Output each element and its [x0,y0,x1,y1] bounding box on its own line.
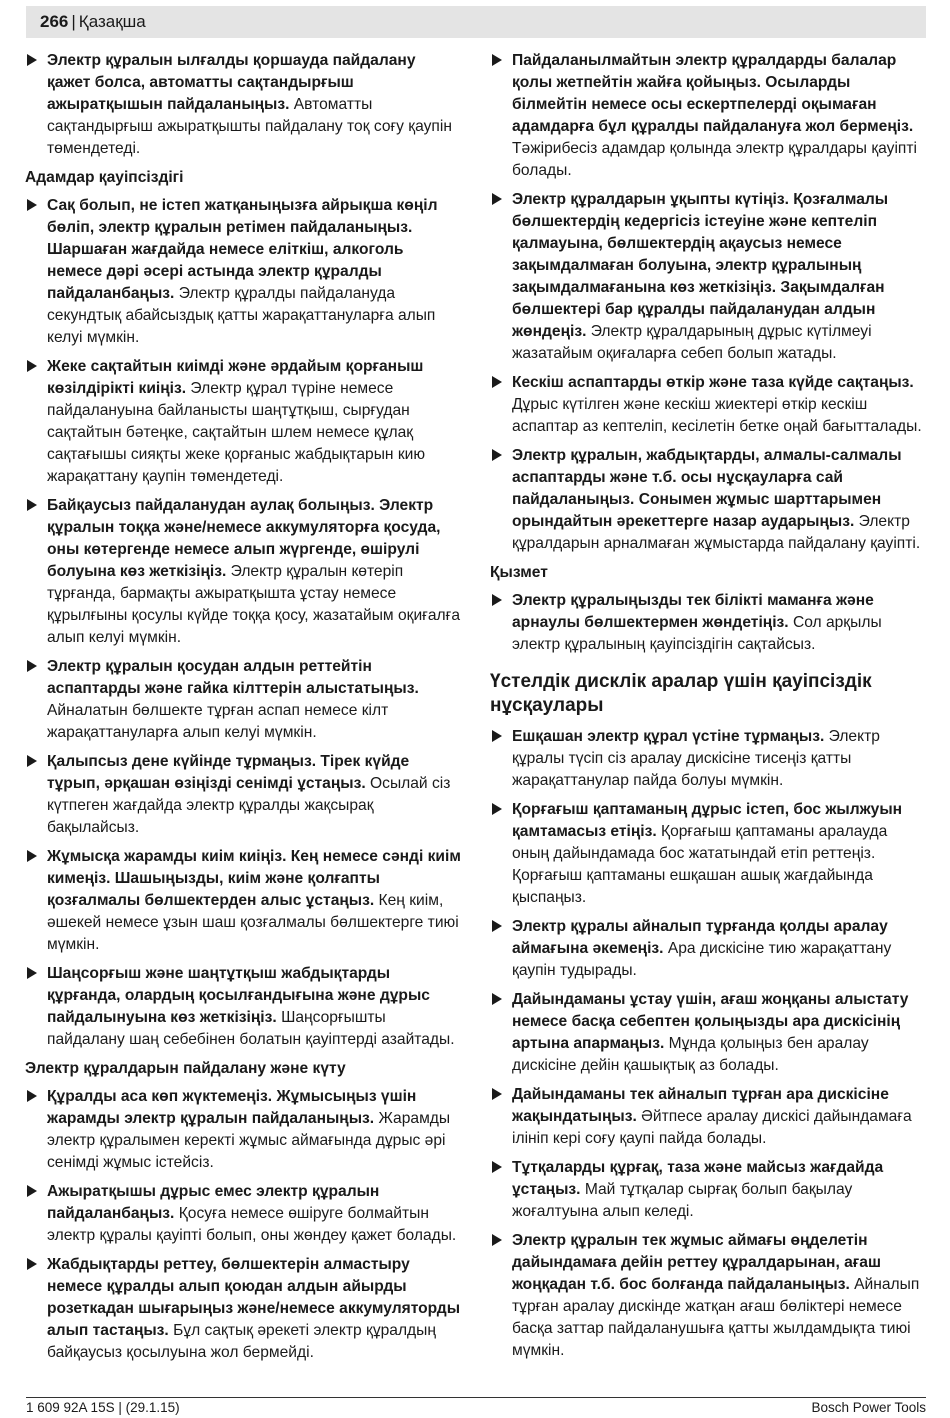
bullet-bold-text: Тұтқаларды құрғақ, таза және майсыз жағдайда ұстаңыз. [512,1159,884,1198]
bullet-body-text: Электр құралды пайдалануда секундтық абайсыздық қатты жарақаттануларға алып келуі мүмкін. [47,285,436,346]
bullet-triangle-icon [27,1258,37,1270]
bullet-item [490,445,927,555]
bullet-body-text: Дұрыс күтілген және кескіш жиектері өткір кескіш аспаптар аз кептеліп, кесілетін бетке оңай бағытталады. [512,396,922,435]
bullet-item [25,1086,462,1174]
bullet-body-text: Кең киім, әшекей немесе ұзын шаш қозғалмалы бөлшектерге тиюі мүмкін. [47,892,459,953]
bullet-item [25,356,462,488]
bullet-item [25,495,462,649]
bullet-triangle-icon [492,376,502,388]
bullet-triangle-icon [27,660,37,672]
bullet-triangle-icon [27,54,37,66]
page-number: 266 [40,12,69,31]
bullet-body-text: Осылай сіз күтпеген жағдайда электр құралды жақсырақ бақылайсыз. [47,775,451,836]
bullet-bold-text: Жеке сақтайтын киімді және әрдайым қорғаныш көзілдірікті киіңіз. [47,358,424,397]
bullet-bold-text: Қорғағыш қаптаманың дұрыс істеп, бос жылжуын қамтамасыз етіңіз. [512,801,903,840]
bullet-body-text: Айналатын бөлшекте тұрған аспап немесе кілт жарақаттануларға алып келуі мүмкін. [47,702,389,741]
left-items-b [25,195,462,1051]
bullet-item [490,189,927,365]
bullet-item [490,372,927,438]
right-items-a [490,50,927,555]
bullet-triangle-icon [492,54,502,66]
bullet-triangle-icon [492,594,502,606]
bullet-triangle-icon [27,755,37,767]
bullet-item [490,916,927,982]
bullet-triangle-icon [492,803,502,815]
subhead-service: Қызмет [490,564,548,581]
right-items-c [490,726,927,1362]
section-title-table-saw-safety: Үстелдік дисклік аралар үшін қауіпсіздік нұсқаулары [490,671,872,716]
bullet-bold-text: Байқаусыз пайдаланудан аулақ болыңыз. Электр құралын тоққа және/немесе аккумуляторға қосуда, оны көтергенде немесе алып жүргенде, өшірулі болуына көз жеткізіңіз. [47,497,441,580]
bullet-body-text: Электр құрал түріне немесе пайдалануына байланысты шаңтұтқыш, сырғудан сақтайтын бәтеңке, сақтайтын шлем немесе құлақ сақтағышы сияқты жеке қорғаныс жабдықтарын кию жарақаттану қаупін төмендетеді. [47,380,426,485]
bullet-bold-text: Кескіш аспаптарды өткір және таза күйде сақтаңыз. [512,374,914,391]
bullet-body-text: Шаңсорғышты пайдалану шаң себебінен болатын қауіптерді азайтады. [47,1009,455,1048]
bullet-body-text: Электр құралы түсіп сіз аралау дискісіне тисеңіз қатты жарақаттанулар пайда болуы мүмкін. [512,728,880,789]
bullet-triangle-icon [492,1234,502,1246]
right-column [490,50,927,1369]
bullet-item [25,50,462,160]
bullet-bold-text: Электр құралын тек жұмыс аймағы өңделетін дайындамаға дейін реттеу құралдарынан, ағаш жоңқадан т.б. бос болғанда пайдаланыңыз. [512,1232,881,1293]
bullet-bold-text: Электр құралыңызды тек білікті маманға және арнаулы бөлшектермен жөндетіңіз. [512,592,874,631]
bullet-triangle-icon [27,1185,37,1197]
bullet-body-text: Электр құралдарының дұрыс күтілмеуі жазатайым оқиғаларға себеп болып жатады. [512,323,872,362]
bullet-triangle-icon [492,730,502,742]
bullet-body-text: Электр құралын көтеріп тұрғанда, бармақты ажыратқышта ұстау немесе құрылғыны қосулы күйде тоққа қосу, жазатайым оқиғалға алып келуі мүмкін. [47,563,460,646]
bullet-body-text: Май тұтқалар сырғақ болып бақылау жоғалтуына алып келеді. [512,1181,853,1220]
bullet-triangle-icon [492,193,502,205]
bullet-item [490,590,927,656]
bullet-triangle-icon [27,199,37,211]
bullet-item [25,1254,462,1364]
bullet-triangle-icon [27,499,37,511]
bullet-item [490,50,927,182]
bullet-triangle-icon [492,920,502,932]
footer-brand: Bosch Power Tools [811,1400,926,1415]
bullet-triangle-icon [492,1088,502,1100]
footer-rule [26,1397,926,1398]
bullet-bold-text: Электр құралы айналып тұрғанда қолды аралау аймағына әкемеңіз. [512,918,888,957]
bullet-body-text: Айналып тұрған аралау дискінде жатқан ағаш бөліктері немесе басқа заттар пайдаланушыға қатты жылдамдықта тиюі мүмкін. [512,1276,920,1359]
bullet-bold-text: Шаңсорғыш және шаңтұтқыш жабдықтарды құрғанда, олардың қосылғандығына және дұрыс пайдалынуына көз жеткізіңіз. [47,965,430,1026]
left-items-c [25,1086,462,1364]
bullet-bold-text: Электр құралын қосудан алдын реттейтін аспаптарды және гайка кілттерін алыстатыңыз. [47,658,419,697]
bullet-bold-text: Пайдаланылмайтын электр құралдарды балалар қолы жетпейтін жайға қойыңыз. Осыларды білмейтін немесе осы ескертпелерді оқымаған адамдарға бұл құралды пайдалануға жол бермеңіз. [512,52,914,135]
bullet-body-text: Қосуға немесе өшіруге болмайтын электр құралы қауіпті болып, оны жөндеу қажет болады. [47,1205,457,1244]
subhead-personal-safety: Адамдар қауіпсіздігі [25,169,184,186]
bullet-item [490,799,927,909]
bullet-body-text: Электр құралдарын арналмаған жұмыстарда пайдалану қауіпті. [512,513,921,552]
bullet-bold-text: Жабдықтарды реттеу, бөлшектерін алмастыру немесе құралды алып қоюдан алдын айырды розеткадан шығарыңыз және/немесе аккумуляторды алып тастаңыз. [47,1256,461,1339]
bullet-triangle-icon [27,850,37,862]
bullet-triangle-icon [492,1161,502,1173]
left-items-a [25,50,462,160]
bullet-item [490,1084,927,1150]
header-separator: | [71,12,76,31]
bullet-body-text: Мұнда қолыңыз бен аралау дискісіне дейін қашықтық аз болады. [512,1035,869,1074]
bullet-body-text: Тәжірибесіз адамдар қолында электр құралдары қауіпті болады. [512,140,917,179]
bullet-bold-text: Қалыпсыз дене күйінде тұрмаңыз. Тірек күйде тұрып, әрқашан өзіңізді сенімді ұстаңыз. [47,753,410,792]
bullet-item [25,1181,462,1247]
bullet-item [490,989,927,1077]
bullet-triangle-icon [27,360,37,372]
bullet-body-text: Жарамды электр құралымен керекті жұмыс аймағында дұрыс әрі сенімді жұмыс істейсіз. [47,1110,451,1171]
bullet-bold-text: Құралды аса көп жүктемеңіз. Жұмысыңыз үшін жарамды электр құралын пайдаланыңыз. [47,1088,417,1127]
page-header [26,6,926,38]
left-column [25,50,462,1371]
bullet-item [490,1157,927,1223]
header-text [40,12,146,32]
bullet-item [25,656,462,744]
bullet-body-text: Бұл сақтық әрекеті электр құралдың байқаусыз қосылуына жол бермейді. [47,1322,436,1361]
bullet-body-text: Сол арқылы электр құралының қауіпсіздігін сақтайсыз. [512,614,882,653]
bullet-bold-text: Электр құралын ылғалды қоршауда пайдалану қажет болса, автоматты сақтандырғыш ажыратқышын пайдаланыңыз. [47,52,416,113]
bullet-bold-text: Дайындаманы ұстау үшін, ағаш жоңқаны алыстату немесе басқа себептен қолыңызды ара дискісінің артына апармаңыз. [512,991,909,1052]
bullet-item [25,751,462,839]
bullet-triangle-icon [492,993,502,1005]
bullet-body-text: Автоматты сақтандырғыш ажыратқышты пайдалану тоқ соғу қаупін төмендетеді. [47,96,452,157]
bullet-item [25,195,462,349]
bullet-triangle-icon [27,1090,37,1102]
bullet-bold-text: Жұмысқа жарамды киім киіңіз. Кең немесе сәнді киім кимеңіз. Шашыңызды, киім және қолғапты қозғалмалы бөлшектерден алыс ұстаңыз. [47,848,461,909]
footer-doc-code: 1 609 92A 15S | (29.1.15) [26,1400,180,1415]
bullet-body-text: Ара дискісіне тию жарақаттану қаупін тудырады. [512,940,892,979]
bullet-item [490,1230,927,1362]
bullet-bold-text: Электр құралын, жабдықтарды, алмалы-салмалы аспаптарды және т.б. осы нұсқауларға сай пайдаланыңыз. Сонымен жұмыс шарттарымен орындайтын әрекеттерге назар аударыңыз. [512,447,902,530]
bullet-item [490,726,927,792]
bullet-bold-text: Сақ болып, не істеп жатқаныңызға айрықша көңіл бөліп, электр құралын ретімен пайдаланыңыз. Шаршаған жағдайда немесе еліткіш, алкоголь немесе дәрі әсері астында электр құралды пайдаланбаңыз. [47,197,438,302]
bullet-item [25,846,462,956]
bullet-bold-text: Дайындаманы тек айналып тұрған ара дискісіне жақындатыңыз. [512,1086,889,1125]
bullet-body-text: Әйтпесе аралау дискісі дайындамаға ілініп кері соғу қаупі пайда болады. [512,1108,912,1147]
subhead-tool-use-care: Электр құралдарын пайдалану және күту [25,1060,346,1077]
bullet-bold-text: Ешқашан электр құрал үстіне тұрмаңыз. [512,728,825,745]
bullet-body-text: Қорғағыш қаптаманы аралауда оның дайындамада бос жататындай етіп реттеңіз. Қорғағыш қаптаманы ешқашан ашық жағдайында қыспаңыз. [512,823,888,906]
bullet-triangle-icon [27,967,37,979]
bullet-bold-text: Электр құралдарын ұқыпты күтіңіз. Қозғалмалы бөлшектердің кедергісіз істеуіне және кептеліп қалмауына, бөлшектердің ақаусыз немесе зақымдалмаған болуына, электр құралының зақымдалмағанына көз жеткізіңіз. Зақымдалған бөлшектері бар құралды пайдаланудан алдын жөндеңіз. [512,191,889,340]
bullet-triangle-icon [492,449,502,461]
header-language: Қазақша [78,12,146,31]
bullet-bold-text: Ажыратқышы дұрыс емес электр құралын пайдаланбаңыз. [47,1183,380,1222]
bullet-item [25,963,462,1051]
right-items-b [490,590,927,656]
